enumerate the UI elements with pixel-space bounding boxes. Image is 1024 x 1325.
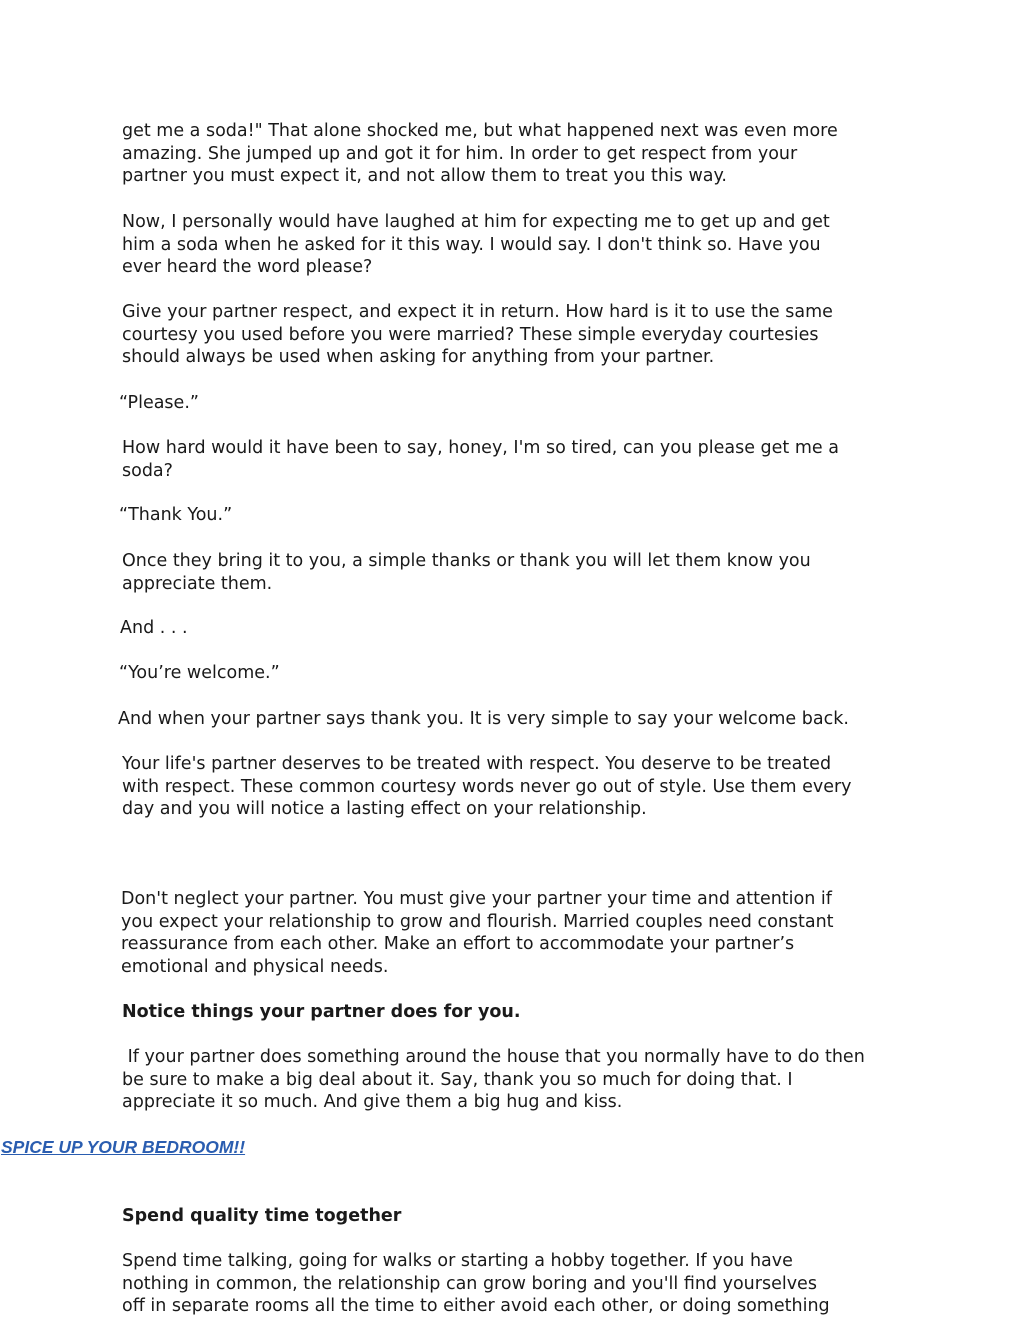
paragraph xyxy=(122,437,839,482)
text-line: If your partner does something around the house that you normally have to do then xyxy=(122,1047,865,1067)
text-line: be sure to make a big deal about it. Say, thank you so much for doing that. I xyxy=(122,1069,793,1090)
text-line: Spend time talking, going for walks or starting a hobby together. If you have xyxy=(122,1251,793,1271)
text-line: “You’re welcome.” xyxy=(119,663,280,683)
text-line: How hard would it have been to say, honey, I'm so tired, can you please get me a xyxy=(122,438,839,458)
text-line: ever heard the word please? xyxy=(122,257,373,278)
text-line: Don't neglect your partner. You must give your partner your time and attention if xyxy=(121,889,832,909)
text-line: you expect your relationship to grow and flourish. Married couples need constant xyxy=(121,911,834,932)
text-line: And when your partner says thank you. It is very simple to say your welcome back. xyxy=(118,709,849,729)
text-line: get me a soda!" That alone shocked me, but what happened next was even more xyxy=(122,121,838,141)
text-line: Give your partner respect, and expect it in return. How hard is it to use the same xyxy=(122,302,833,322)
text-line: “Please.” xyxy=(119,393,199,413)
text-line: appreciate it so much. And give them a big hug and kiss. xyxy=(122,1092,623,1113)
paragraph xyxy=(122,1250,830,1318)
text-line: Spend quality time together xyxy=(122,1206,402,1226)
text-line: off in separate rooms all the time to either avoid each other, or doing something xyxy=(122,1296,830,1317)
paragraph xyxy=(122,1046,865,1114)
paragraph xyxy=(122,301,833,369)
paragraph xyxy=(122,211,830,279)
paragraph xyxy=(118,708,849,731)
text-line: partner you must expect it, and not allow them to treat you this way. xyxy=(122,166,727,187)
text-line: him a soda when he asked for it this way. I would say. I don't think so. Have you xyxy=(122,234,821,255)
text-line: nothing in common, the relationship can grow boring and you'll find yourselves xyxy=(122,1273,817,1294)
paragraph xyxy=(122,550,811,595)
section-heading xyxy=(122,1205,401,1228)
paragraph xyxy=(122,753,852,821)
paragraph xyxy=(120,617,188,640)
text-line: soda? xyxy=(122,460,173,481)
text-line: “Thank You.” xyxy=(119,505,233,525)
text-line: courtesy you used before you were married? These simple everyday courtesies xyxy=(122,324,819,345)
paragraph xyxy=(121,888,834,978)
text-line: day and you will notice a lasting effect on your relationship. xyxy=(122,799,647,820)
text-line: appreciate them. xyxy=(122,573,273,594)
text-line: amazing. She jumped up and got it for him. In order to get respect from your xyxy=(122,143,798,164)
text-line: Once they bring it to you, a simple thanks or thank you will let them know you xyxy=(122,551,811,571)
text-line: emotional and physical needs. xyxy=(121,956,389,977)
text-line: Now, I personally would have laughed at him for expecting me to get up and get xyxy=(122,212,830,232)
text-line: Your life's partner deserves to be treated with respect. You deserve to be treated xyxy=(122,754,832,774)
section-heading xyxy=(122,1001,521,1024)
text-line: reassurance from each other. Make an effort to accommodate your partner’s xyxy=(121,934,795,955)
text-line: should always be used when asking for anything from your partner. xyxy=(122,347,715,368)
paragraph xyxy=(119,662,280,685)
text-line: with respect. These common courtesy words never go out of style. Use them every xyxy=(122,776,852,797)
spice-up-bedroom-link[interactable]: SPICE UP YOUR BEDROOM!! xyxy=(1,1137,246,1157)
text-line: Notice things your partner does for you. xyxy=(122,1002,521,1022)
paragraph xyxy=(122,120,838,188)
text-line: And . . . xyxy=(120,618,188,638)
paragraph xyxy=(119,504,232,527)
paragraph xyxy=(119,392,199,415)
